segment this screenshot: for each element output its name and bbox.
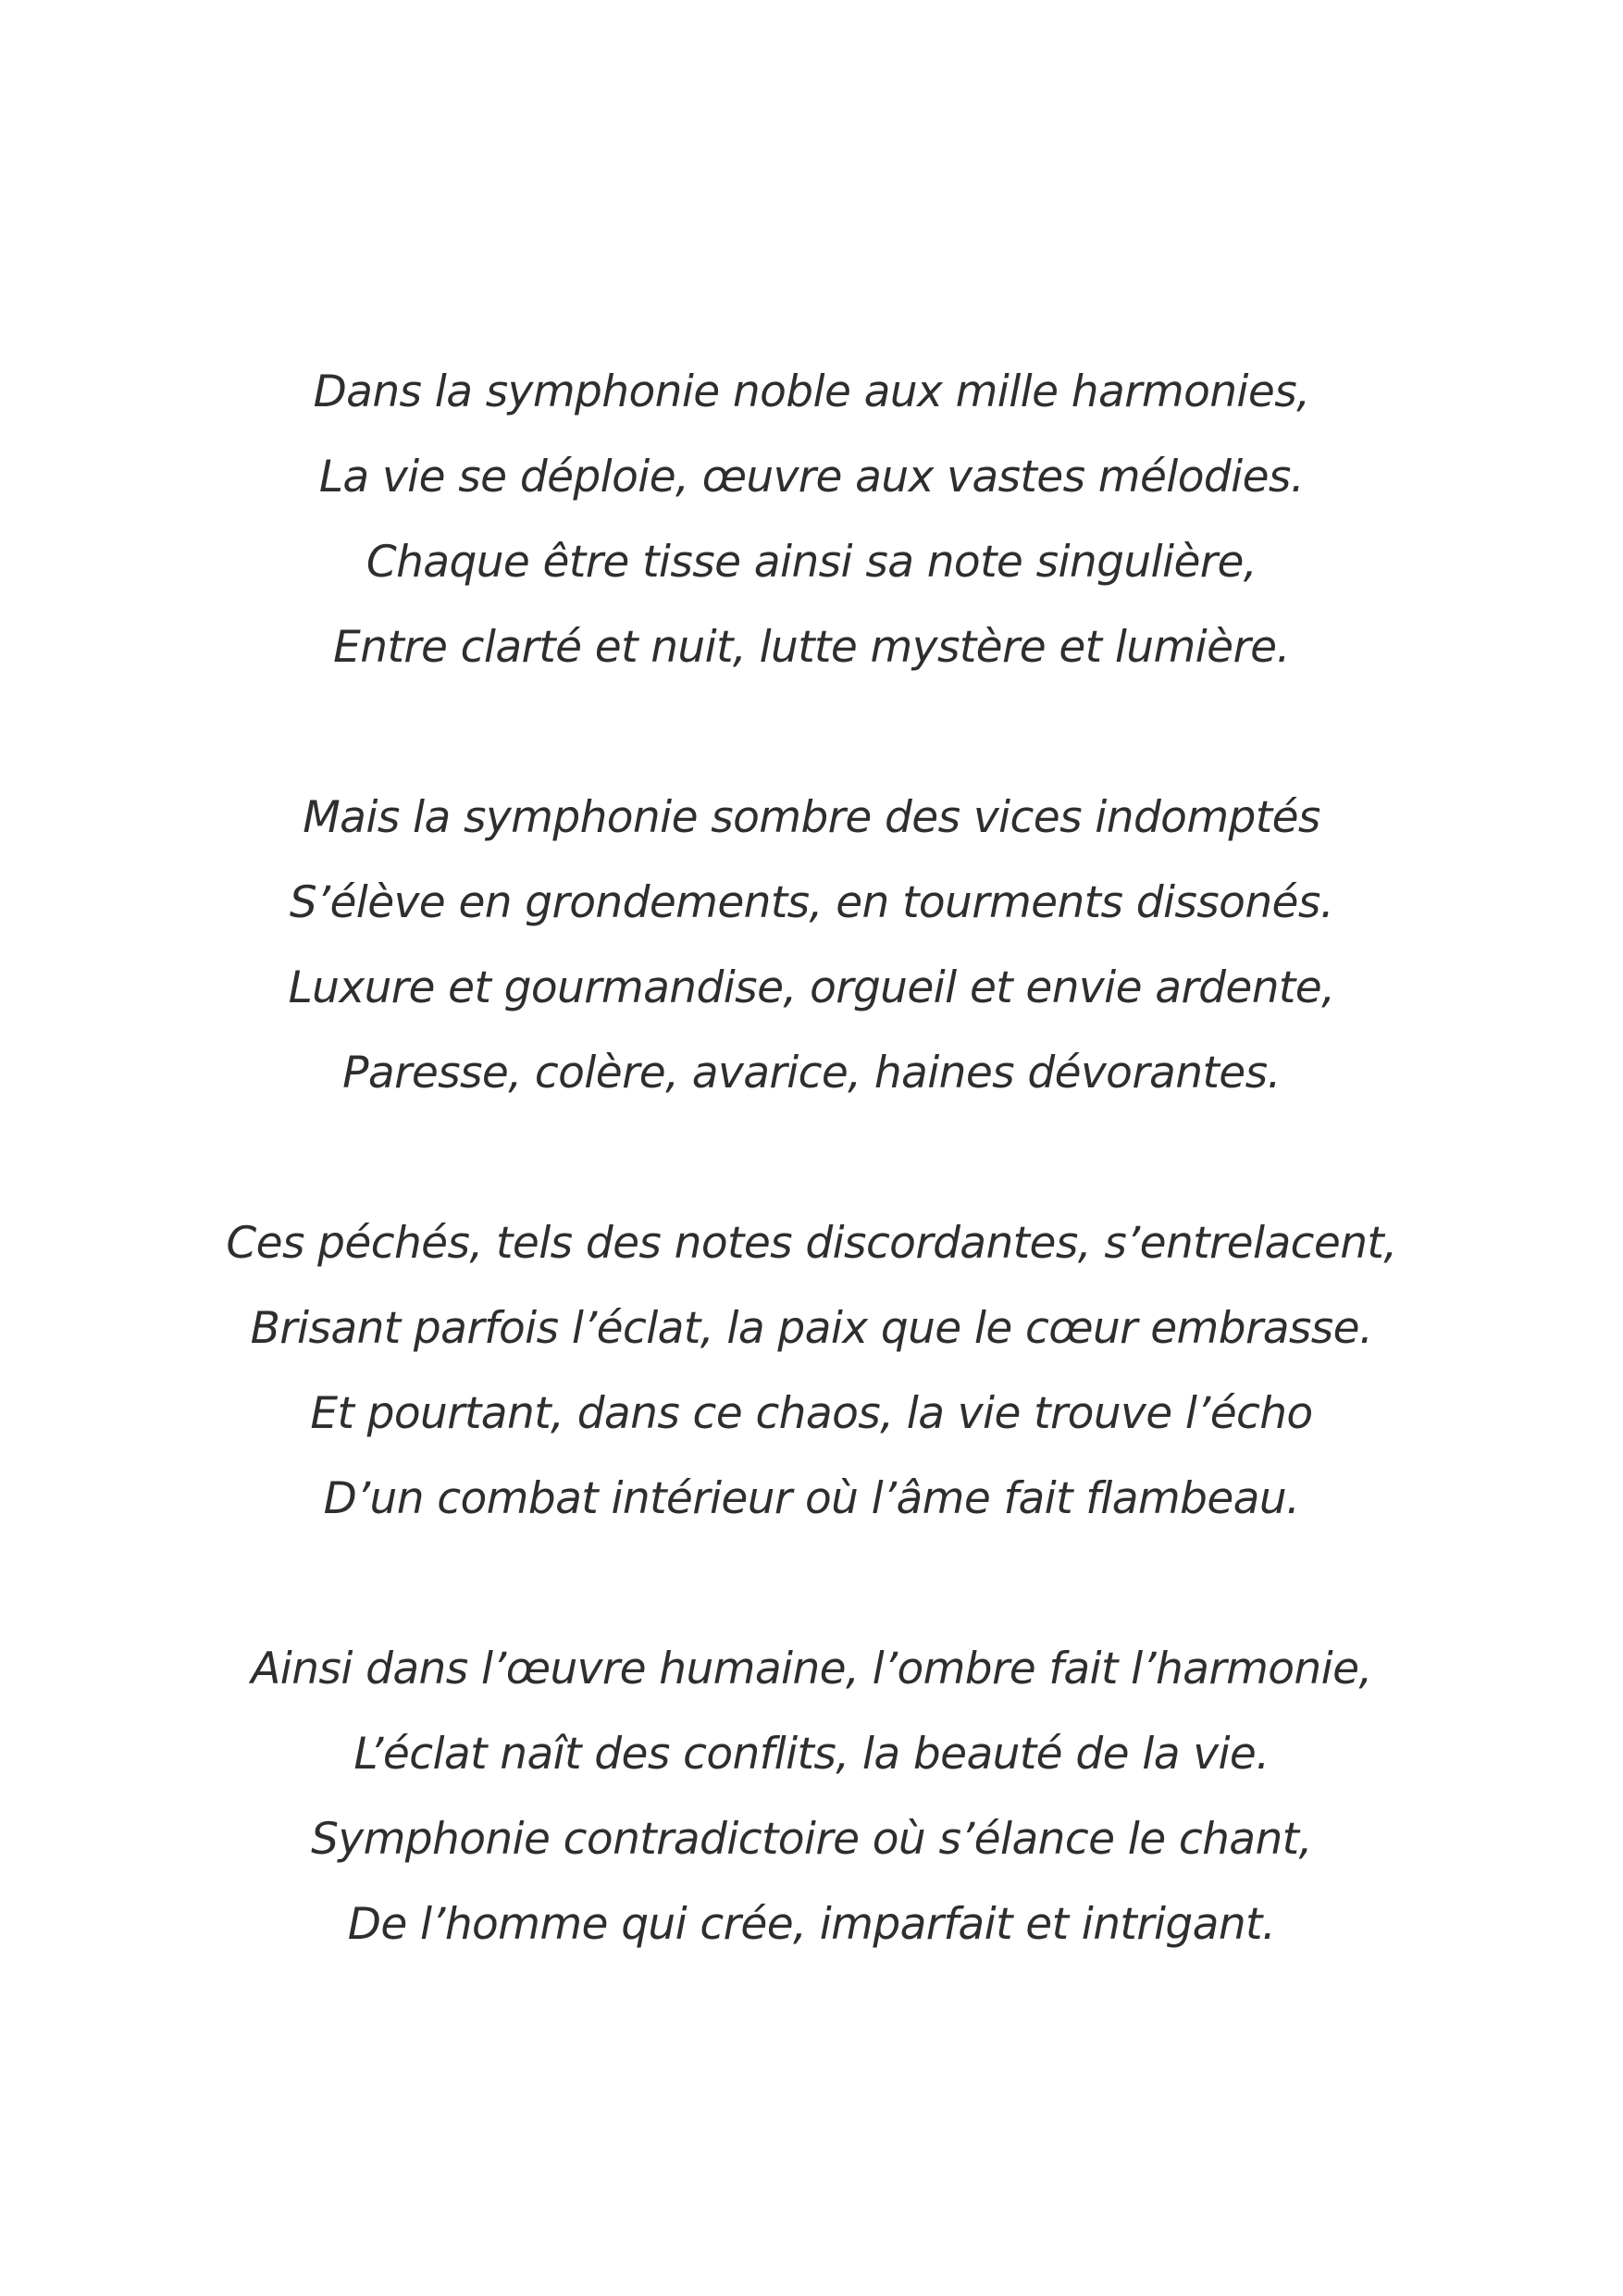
poem-line: Ainsi dans l’œuvre humaine, l’ombre fait l’harmonie, [251,1644,1372,1694]
poem [0,350,1623,2053]
stanza-1 [0,350,1623,690]
poem-line: Symphonie contradictoire où s’élance le chant, [311,1814,1312,1865]
poem-line: La vie se déploie, œuvre aux vastes mélodies. [318,452,1305,503]
poem-line: Brisant parfois l’éclat, la paix que le cœur embrasse. [250,1303,1373,1354]
stanza-2 [0,776,1623,1116]
stanza-4 [0,1627,1623,1967]
poem-line: Chaque être tisse ainsi sa note singulière, [365,537,1258,588]
poem-line: D’un combat intérieur où l’âme fait flambeau. [323,1473,1300,1524]
poem-line: De l’homme qui crée, imparfait et intrigant. [347,1899,1276,1950]
poem-line: Ces péchés, tels des notes discordantes, s’entrelacent, [226,1218,1397,1269]
poem-line: Et pourtant, dans ce chaos, la vie trouve l’écho [310,1388,1313,1439]
poem-line: Mais la symphonie sombre des vices indomptés [303,792,1320,843]
poem-line: Luxure et gourmandise, orgueil et envie ardente, [288,962,1335,1013]
poem-line: Entre clarté et nuit, lutte mystère et lumière. [333,622,1290,673]
poem-line: L’éclat naît des conflits, la beauté de la vie. [353,1729,1270,1780]
poem-line: Paresse, colère, avarice, haines dévorantes. [342,1048,1281,1098]
poem-line: S’élève en grondements, en tourments dissonés. [289,877,1334,928]
stanza-3 [0,1201,1623,1542]
poem-line: Dans la symphonie noble aux mille harmonies, [313,366,1310,417]
